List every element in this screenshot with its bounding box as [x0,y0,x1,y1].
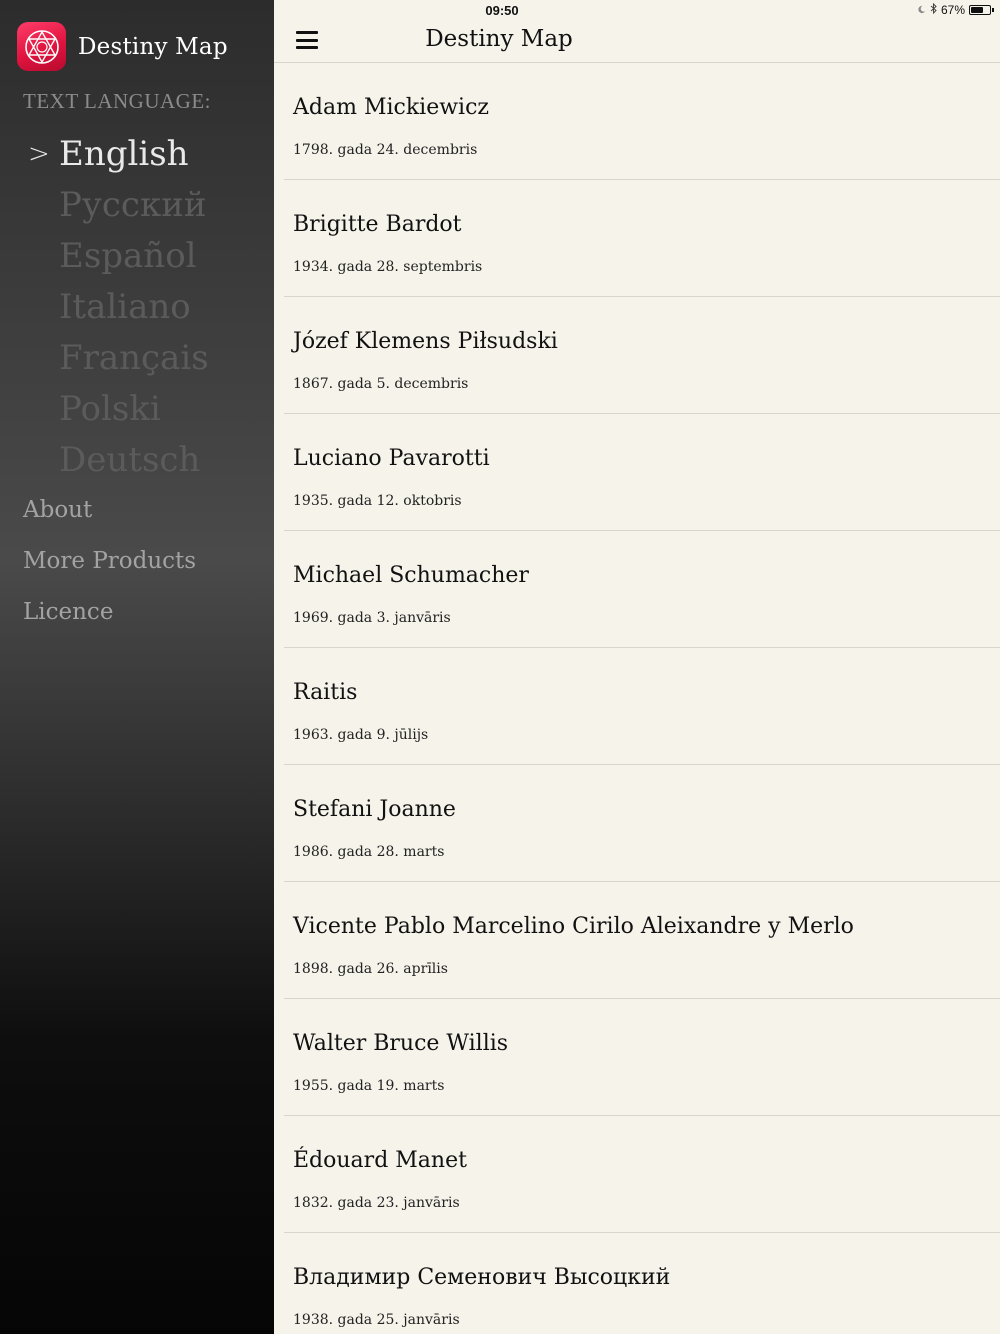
person-birth-date: 1898. gada 26. aprīlis [293,961,448,977]
navbar [274,20,1000,63]
person-name: Luciano Pavarotti [293,446,490,471]
language-label: English [59,133,189,174]
person-name: Adam Mickiewicz [293,95,489,120]
text-language-label: TEXT LANGUAGE: [23,89,212,113]
language-item-italian[interactable] [0,281,274,332]
person-birth-date: 1969. gada 3. janvāris [293,610,451,626]
selected-arrow-icon: > [28,138,50,169]
person-birth-date: 1986. gada 28. marts [293,844,445,860]
list-item[interactable] [284,765,1000,882]
language-label: Français [59,337,209,378]
list-item[interactable] [284,648,1000,765]
status-time: 09:50 [485,3,519,18]
language-item-russian[interactable] [0,179,274,230]
language-item-german[interactable] [0,434,274,485]
person-name: Édouard Manet [293,1148,467,1173]
list-item[interactable] [284,63,1000,180]
person-birth-date: 1798. gada 24. decembris [293,142,478,158]
language-label: Italiano [59,286,191,327]
language-label: Polski [59,388,161,429]
list-item[interactable] [284,882,1000,999]
person-name: Владимир Семенович Высоцкий [293,1265,671,1290]
licence-link[interactable]: Licence [23,598,114,625]
person-name: Brigitte Bardot [293,212,462,237]
language-item-spanish[interactable] [0,230,274,281]
list-item[interactable] [284,531,1000,648]
list-item[interactable] [284,999,1000,1116]
language-list [0,128,274,485]
list-item[interactable] [284,297,1000,414]
person-birth-date: 1938. gada 25. janvāris [293,1312,460,1328]
list-item[interactable] [284,1233,1000,1334]
bluetooth-icon [930,3,937,17]
sidebar-menu [23,484,196,637]
person-birth-date: 1832. gada 23. janvāris [293,1195,460,1211]
person-birth-date: 1963. gada 9. jūlijs [293,727,429,743]
battery-level [971,7,983,13]
language-item-english[interactable] [0,128,274,179]
main-content [274,0,1000,1334]
status-indicators [913,3,994,17]
app-title: Destiny Map [78,33,228,60]
list-item[interactable] [284,414,1000,531]
more-products-link[interactable]: More Products [23,547,197,574]
list-item[interactable] [284,1116,1000,1233]
list-item[interactable] [284,180,1000,297]
person-name: Józef Klemens Piłsudski [293,329,558,354]
language-label: Русский [59,184,207,225]
person-birth-date: 1867. gada 5. decembris [293,376,469,392]
language-label: Deutsch [59,439,201,480]
person-birth-date: 1935. gada 12. oktobris [293,493,462,509]
person-name: Michael Schumacher [293,563,529,588]
person-birth-date: 1934. gada 28. septembris [293,259,483,275]
language-item-polish[interactable] [0,383,274,434]
person-name: Raitis [293,680,358,705]
moon-icon [917,3,926,17]
battery-percent: 67% [940,3,965,17]
navbar-title: Destiny Map [425,26,573,52]
language-item-french[interactable] [0,332,274,383]
person-name: Vicente Pablo Marcelino Cirilo Aleixandre y Merlo [293,914,854,939]
sidebar [0,0,274,1334]
about-link[interactable]: About [23,496,93,523]
battery-icon [969,5,991,15]
person-name: Stefani Joanne [293,797,456,822]
person-birth-date: 1955. gada 19. marts [293,1078,445,1094]
people-list [274,63,1000,1334]
person-name: Walter Bruce Willis [293,1031,509,1056]
language-label: Español [59,235,197,276]
battery-tip [992,8,994,12]
